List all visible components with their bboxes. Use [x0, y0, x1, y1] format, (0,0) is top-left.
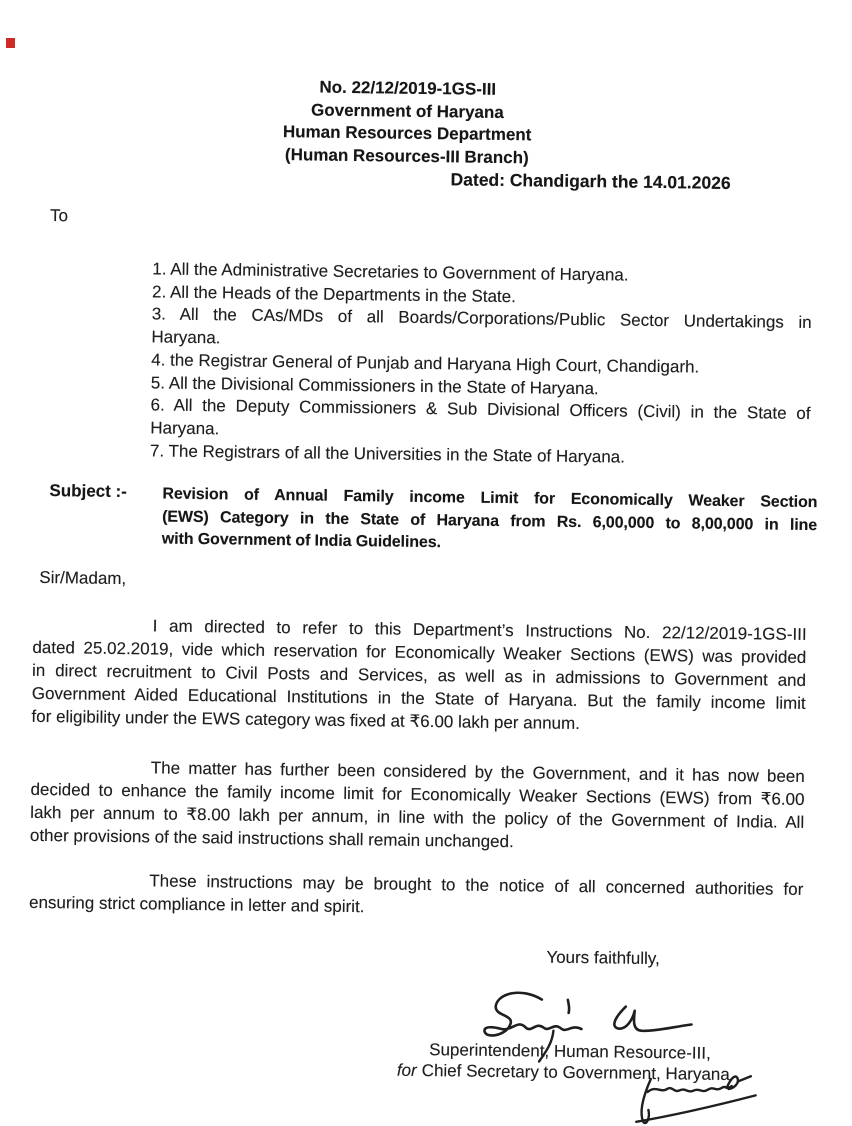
subject-section	[0, 480, 847, 552]
recipient-item: 6. All the Deputy Commissioners & Sub Divisional Officers (Civil) in the State of Haryana.	[150, 395, 811, 439]
salutation: Sir/Madam,	[39, 567, 127, 589]
subject-label: Subject :-	[49, 481, 128, 502]
reference-number: No. 22/12/2019-1GS-III	[319, 77, 497, 99]
body-paragraph-2: The matter has further been considered by the Government, and it has now been decided to enhance the family income limit for Economically Weaker Sections (EWS) from ₹6.00 lakh per annum to ₹8.00 lakh per annum, in line with the policy of the Government of India. All other provisions of the said instructions shall remain unchanged.	[29, 758, 805, 852]
recipient-item: 4. the Registrar General of Punjab and Haryana High Court, Chandigarh.	[151, 350, 700, 377]
issuer-department: Human Resources Department	[282, 122, 532, 145]
recipient-list	[150, 258, 813, 471]
addressee-label: To	[49, 206, 69, 226]
authority-text: Chief Secretary to Government, Haryana	[421, 1060, 730, 1085]
recipient-item: 2. All the Heads of the Departments in the State.	[151, 282, 516, 306]
recipient-item: 1. All the Administrative Secretaries to Government of Haryana.	[152, 259, 629, 285]
recipient-item: 7. The Registrars of all the Universities in the State of Haryana.	[149, 440, 626, 467]
body-paragraph-3: These instructions may be brought to the notice of all concerned authorities for ensuring strict compliance in letter and spirit.	[28, 871, 804, 917]
letter-header	[237, 75, 578, 170]
closing-phrase: Yours faithfully,	[546, 947, 660, 969]
recipient-item: 3. All the CAs/MDs of all Boards/Corporations/Public Sector Undertakings in Haryana.	[151, 304, 812, 348]
handwritten-signature-secondary	[614, 1065, 765, 1126]
issuer-government: Government of Haryana	[310, 100, 504, 122]
for-prefix: for	[396, 1060, 417, 1080]
subject-text: Revision of Annual Family income Limit for Economically Weaker Section (EWS) Category in the State of Haryana from Rs. 6,00,000 to 8,00,000 in line with Government of India Guidelines.	[161, 485, 818, 552]
recipient-item: 5. All the Divisional Commissioners in the State of Haryana.	[150, 372, 599, 398]
dated-line: Dated: Chandigarh the 14.01.2026	[450, 169, 731, 193]
body-paragraph-1: I am directed to refer to this Department’s Instructions No. 22/12/2019-1GS-III dated 25.02.2019, vide which reservation for Economically Weaker Sections (EWS) was provided in direct recruitment to Civil Posts and Services, as well as in admissions to Government and Government Aided Educational Institutions in the State of Haryana. But the family income limit for eligibility under the EWS category was fixed at ₹6.00 lakh per annum.	[31, 616, 807, 734]
issuer-branch: (Human Resources-III Branch)	[284, 144, 529, 168]
signatory-title: Superintendent, Human Resource-III,	[429, 1040, 711, 1063]
